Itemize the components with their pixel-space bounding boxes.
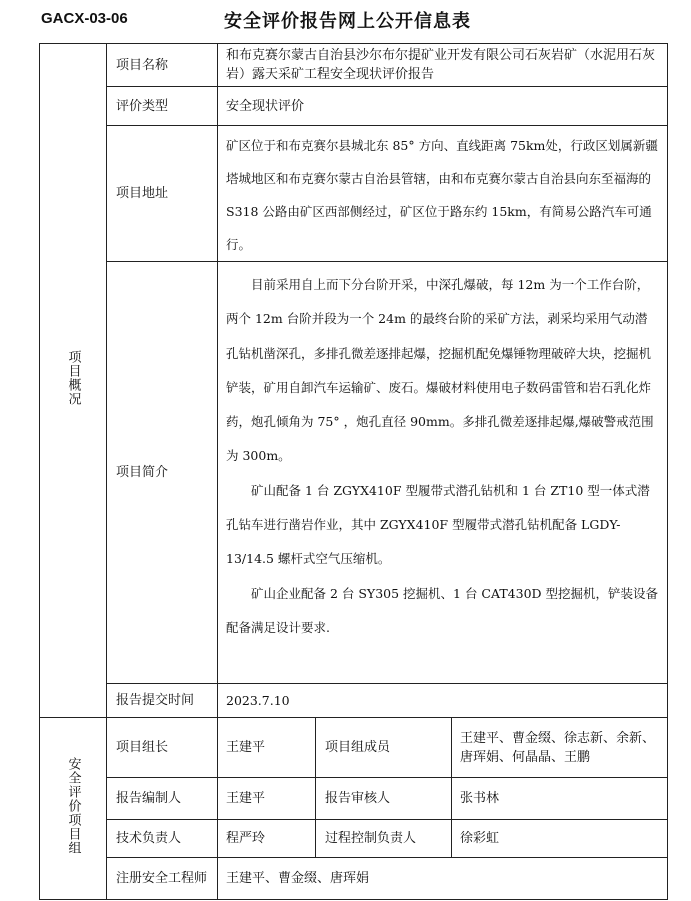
label-team-members: 项目组成员 xyxy=(316,718,452,778)
value-tech-lead: 程严玲 xyxy=(218,820,316,858)
section-project-overview xyxy=(40,44,107,718)
label-project-intro: 项目简介 xyxy=(107,262,218,684)
label-engineers: 注册安全工程师 xyxy=(107,858,218,900)
info-table xyxy=(39,43,668,900)
value-process-control: 徐彩虹 xyxy=(452,820,668,858)
label-project-name: 项目名称 xyxy=(107,44,218,87)
section-evaluation-team xyxy=(40,718,107,900)
row-compiler xyxy=(40,778,668,820)
label-compiler: 报告编制人 xyxy=(107,778,218,820)
row-tech-lead xyxy=(40,820,668,858)
section-label-overview: 项目概况 xyxy=(65,349,81,406)
section-label-team: 安全评价项目组 xyxy=(65,756,81,855)
value-engineers: 王建平、曹金缀、唐珲娟 xyxy=(218,858,668,900)
label-eval-type: 评价类型 xyxy=(107,87,218,126)
value-team-leader: 王建平 xyxy=(218,718,316,778)
label-reviewer: 报告审核人 xyxy=(316,778,452,820)
label-project-address: 项目地址 xyxy=(107,126,218,262)
row-project-address xyxy=(40,126,668,262)
intro-paragraph: 目前采用自上而下分台阶开采，中深孔爆破，每 12m 为一个工作台阶，两个 12m 台阶并段为一个 24m 的最终台阶的采矿方法，剥采均采用气动潜孔钻机凿深孔，多排孔微差逐排起爆，挖掘机配免爆锤物理破碎大块，挖掘机铲装，矿用自卸汽车运输矿、废石。爆破材料使用电子数码雷管和岩石乳化炸药，炮孔倾角为 75° ，炮孔直径 90mm。多排孔微差逐排起爆,爆破警戒范围为 300m。 xyxy=(226,277,654,464)
row-eval-type xyxy=(40,87,668,126)
value-submit-date: 2023.7.10 xyxy=(218,684,668,718)
value-project-intro xyxy=(218,262,668,684)
value-reviewer: 张书林 xyxy=(452,778,668,820)
label-process-control: 过程控制负责人 xyxy=(316,820,452,858)
label-team-leader: 项目组长 xyxy=(107,718,218,778)
row-project-name xyxy=(40,44,668,87)
intro-paragraph: 矿山配备 1 台 ZGYX410F 型履带式潜孔钻机和 1 台 ZT10 型一体式潜孔钻车进行凿岩作业，其中 ZGYX410F 型履带式潜孔钻机配备 LGDY-13/14.5 螺杆式空气压缩机。 xyxy=(226,482,650,567)
value-project-name: 和布克赛尔蒙古自治县沙尔布尔提矿业开发有限公司石灰岩矿（水泥用石灰岩）露天采矿工程安全现状评价报告 xyxy=(218,44,668,87)
value-compiler: 王建平 xyxy=(218,778,316,820)
document-code: GACX-03-06 xyxy=(41,10,128,27)
row-engineers xyxy=(40,858,668,900)
document-title: 安全评价报告网上公开信息表 xyxy=(224,11,471,32)
row-team-leader xyxy=(40,718,668,778)
intro-paragraph: 矿山企业配备 2 台 SY305 挖掘机、1 台 CAT430D 型挖掘机，铲装设备配备满足设计要求. xyxy=(226,585,659,635)
row-submit-date xyxy=(40,684,668,718)
label-tech-lead: 技术负责人 xyxy=(107,820,218,858)
value-team-members: 王建平、曹金缀、徐志新、余新、唐珲娟、何晶晶、王鹏 xyxy=(452,718,668,778)
row-project-intro xyxy=(40,262,668,684)
value-project-address: 矿区位于和布克赛尔县城北东 85° 方向、直线距离 75km处，行政区划属新疆塔城地区和布克赛尔蒙古自治县管辖，由和布克赛尔蒙古自治县向东至福海的 S318 公路由矿区西部侧经过，矿区位于路东约 15km，有简易公路汽车可通行。 xyxy=(218,126,668,262)
label-submit-date: 报告提交时间 xyxy=(107,684,218,718)
value-eval-type: 安全现状评价 xyxy=(218,87,668,126)
